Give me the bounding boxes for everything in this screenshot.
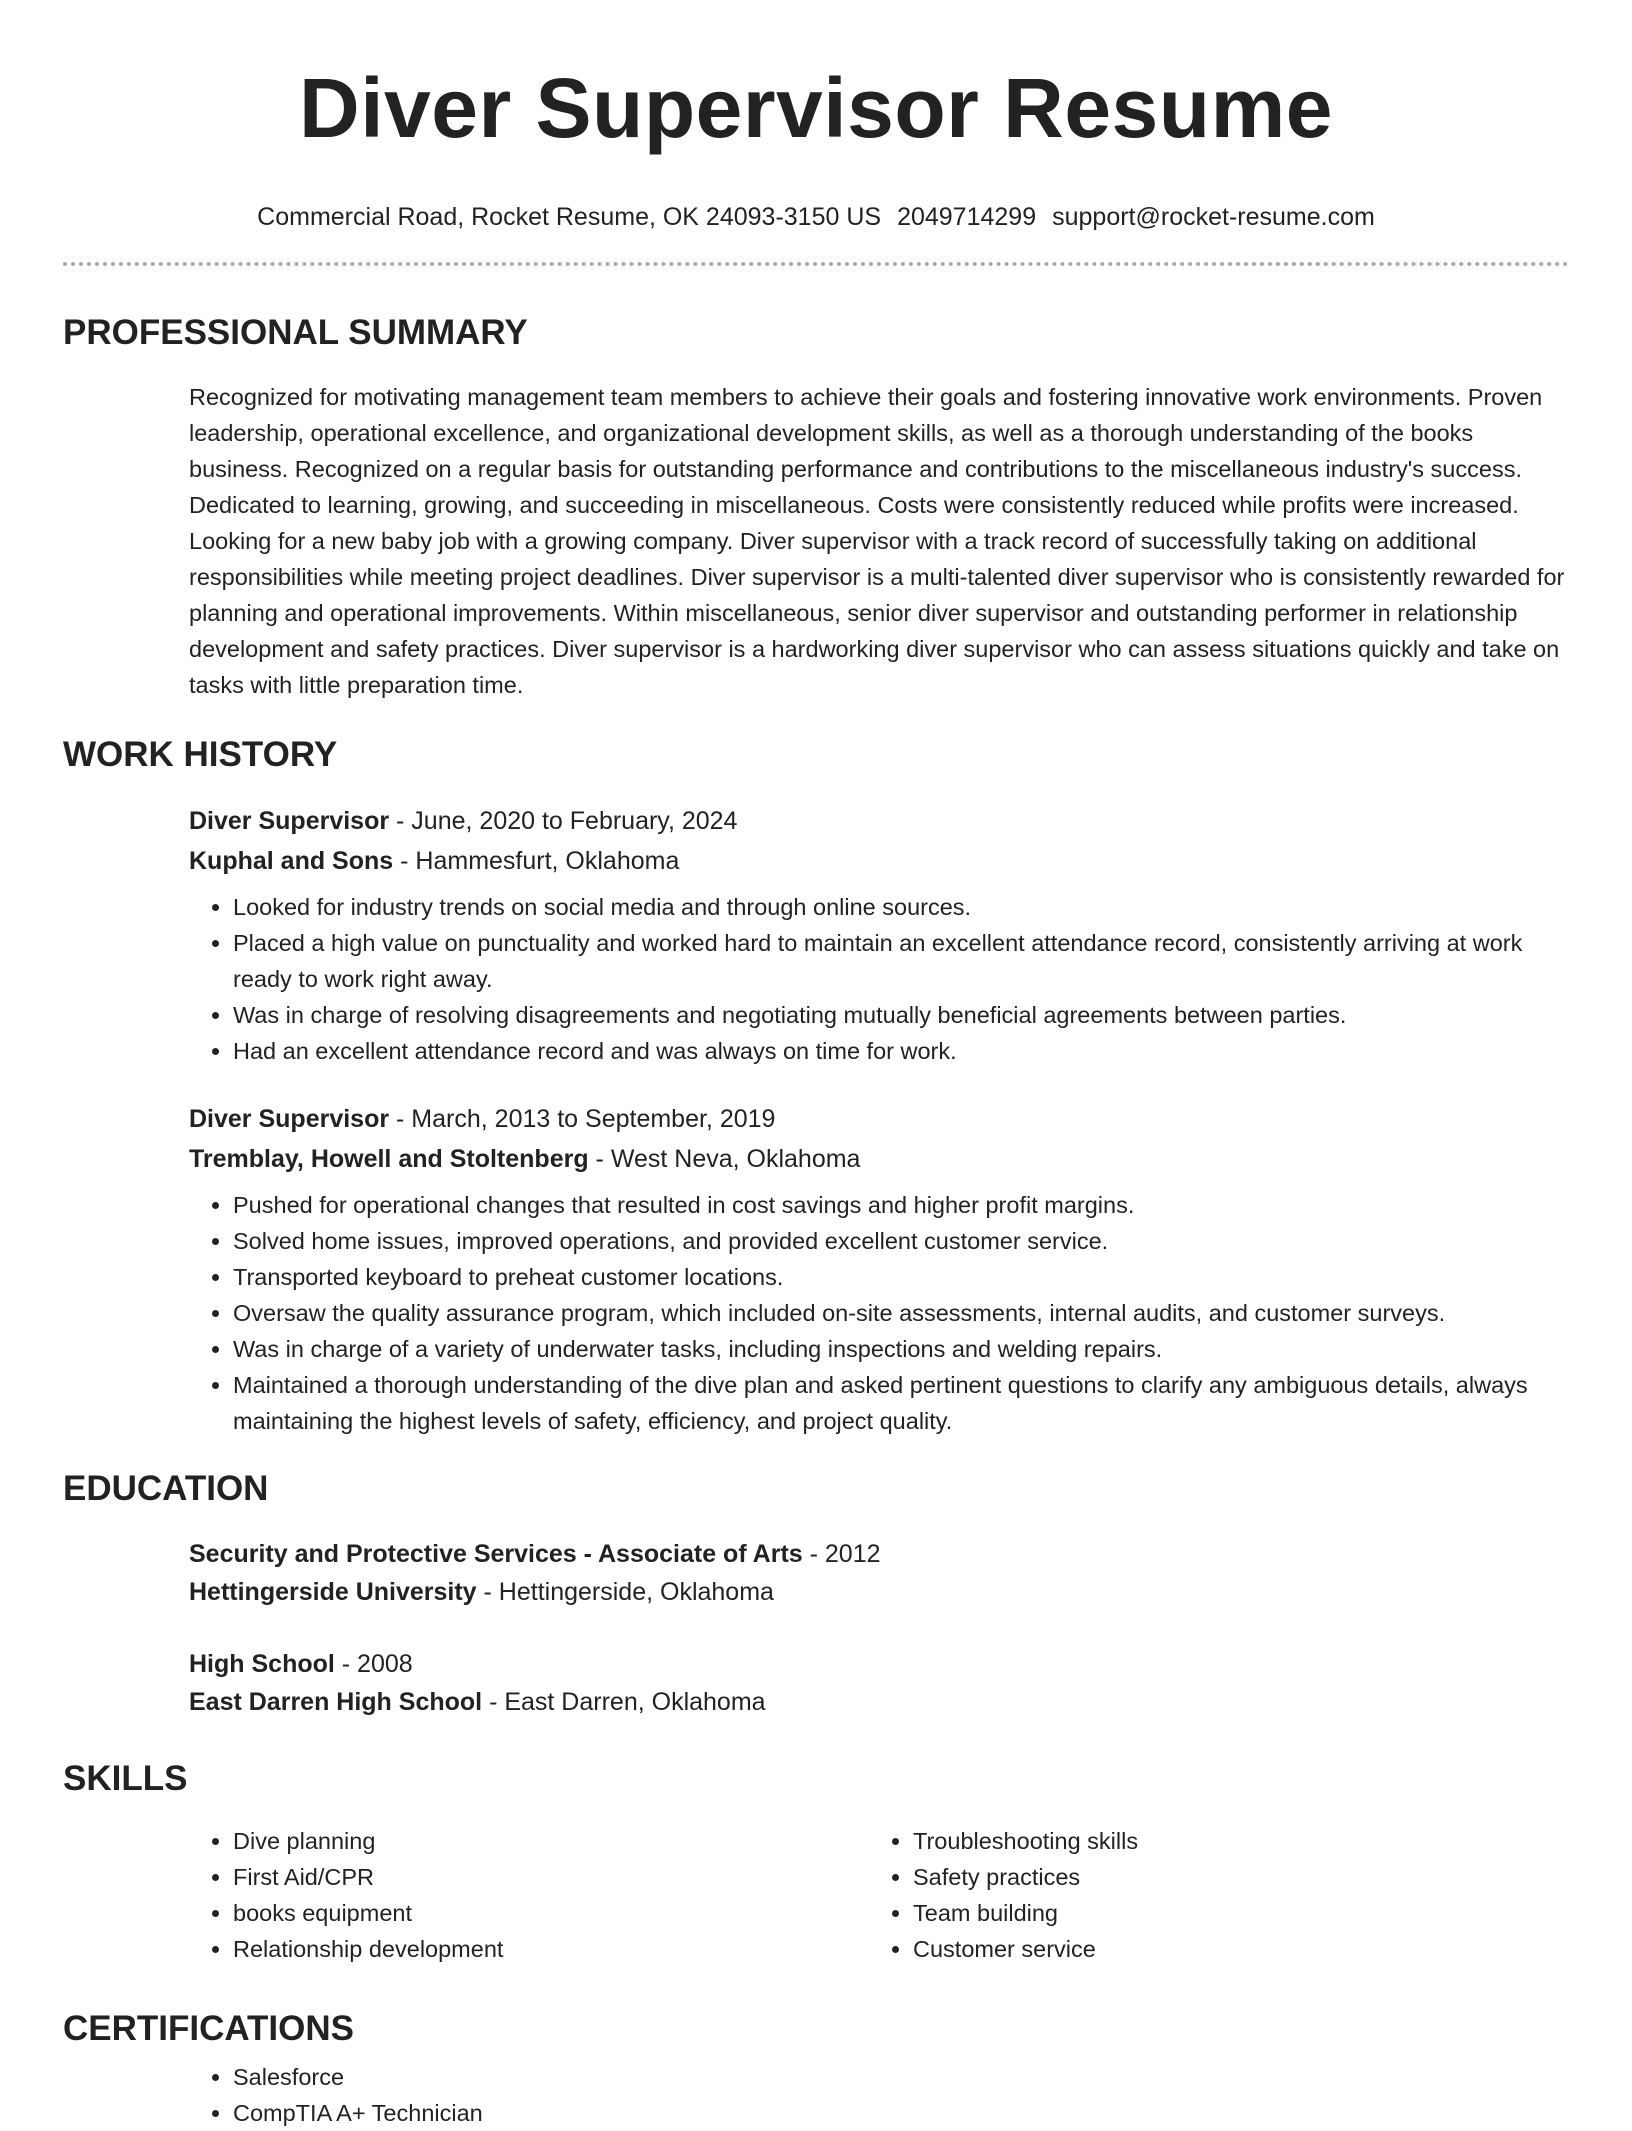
list-item: • Was in charge of resolving disagreements and negotiating mutually beneficial agreements between parties. <box>233 997 1569 1033</box>
job-company: Kuphal and Sons <box>189 847 394 875</box>
job-title-line <box>189 1099 1569 1139</box>
school-name: East Darren High School <box>189 1688 483 1716</box>
job-location: - Hammesfurt, Oklahoma <box>393 847 680 875</box>
job-dates: - March, 2013 to September, 2019 <box>389 1105 776 1133</box>
skills-section <box>63 1823 1569 1967</box>
school-location: - Hettingerside, Oklahoma <box>476 1578 774 1606</box>
job-company-line <box>189 841 1569 881</box>
job-title-line <box>189 801 1569 841</box>
skills-list <box>189 1823 869 1967</box>
degree: Security and Protective Services - Associate of Arts <box>189 1540 803 1568</box>
list-item: • First Aid/CPR <box>233 1859 869 1895</box>
job-entry <box>189 1099 1569 1179</box>
list-item: • Oversaw the quality assurance program, which included on-site assessments, internal audits, and customer surveys. <box>233 1295 1569 1331</box>
job-title: Diver Supervisor <box>189 1105 390 1133</box>
list-item: • Pushed for operational changes that resulted in cost savings and higher profit margins. <box>233 1187 1569 1223</box>
contact-line <box>63 200 1569 234</box>
list-item: • CompTIA A+ Technician <box>233 2095 1569 2131</box>
list-item: • Customer service <box>913 1931 1549 1967</box>
job-company-line <box>189 1139 1569 1179</box>
work-history-section <box>63 801 1569 1439</box>
contact-email: support@rocket-resume.com <box>1052 203 1375 231</box>
list-item: • Solved home issues, improved operations, and provided excellent customer service. <box>233 1223 1569 1259</box>
list-item: • Was in charge of a variety of underwater tasks, including inspections and welding repairs. <box>233 1331 1569 1367</box>
list-item: • Troubleshooting skills <box>913 1823 1549 1859</box>
summary-section <box>63 379 1569 703</box>
job-entry <box>189 801 1569 881</box>
school-name: Hettingerside University <box>189 1578 477 1606</box>
school-line <box>189 1683 1569 1721</box>
skills-heading: SKILLS <box>63 1759 188 1798</box>
resume-title: Diver Supervisor Resume <box>299 61 1333 155</box>
list-item: • Had an excellent attendance record and was always on time for work. <box>233 1033 1569 1069</box>
list-item: • Relationship development <box>233 1931 869 1967</box>
education-section <box>63 1535 1569 1721</box>
list-item: • Safety practices <box>913 1859 1549 1895</box>
skills-grid <box>189 1823 1569 1967</box>
list-item: • Placed a high value on punctuality and worked hard to maintain an excellent attendance record, consistently arriving at work ready to work right away. <box>233 925 1569 997</box>
list-item: • Salesforce <box>233 2059 1569 2095</box>
list-item: • Looked for industry trends on social media and through online sources. <box>233 889 1569 925</box>
contact-address: Commercial Road, Rocket Resume, OK 24093-3150 US <box>257 203 882 231</box>
job-bullets <box>189 1187 1569 1439</box>
degree-line <box>189 1535 1569 1573</box>
job-bullets <box>189 889 1569 1069</box>
header-divider <box>63 262 1569 266</box>
education-entry <box>189 1535 1569 1611</box>
school-location: - East Darren, Oklahoma <box>482 1688 766 1716</box>
skills-column-right <box>869 1823 1549 1967</box>
degree-year: - 2008 <box>334 1650 413 1678</box>
certifications-list <box>189 2059 1569 2131</box>
degree: High School <box>189 1650 335 1678</box>
list-item: • Maintained a thorough understanding of the dive plan and asked pertinent questions to clarify any ambiguous details, always maintaining the highest levels of safety, efficiency, and project quality. <box>233 1367 1569 1439</box>
work-history-heading: WORK HISTORY <box>63 735 338 774</box>
list-item: • Transported keyboard to preheat customer locations. <box>233 1259 1569 1295</box>
list-item: • books equipment <box>233 1895 869 1931</box>
job-title: Diver Supervisor <box>189 807 390 835</box>
summary-text: Recognized for motivating management team members to achieve their goals and fostering innovative work environments. Proven leadership, operational excellence, and organizational development skills, as well as a thorough understanding of the books business. Recognized on a regular basis for outstanding performance and contributions to the miscellaneous industry's success. Dedicated to learning, growing, and succeeding in miscellaneous. Costs were consistently reduced while profits were increased. Looking for a new baby job with a growing company. Diver supervisor with a track record of successfully taking on additional responsibilities while meeting project deadlines. Diver supervisor is a multi-talented diver supervisor who is consistently rewarded for planning and operational improvements. Within miscellaneous, senior diver supervisor and outstanding performer in relationship development and safety practices. Diver supervisor is a hardworking diver supervisor who can assess situations quickly and take on tasks with little preparation time. <box>189 384 1565 698</box>
summary-heading: PROFESSIONAL SUMMARY <box>63 313 528 352</box>
list-item: • Team building <box>913 1895 1549 1931</box>
job-location: - West Neva, Oklahoma <box>588 1145 861 1173</box>
school-line <box>189 1573 1569 1611</box>
education-heading: EDUCATION <box>63 1469 269 1508</box>
job-company: Tremblay, Howell and Stoltenberg <box>189 1145 589 1173</box>
degree-line <box>189 1645 1569 1683</box>
certifications-heading: CERTIFICATIONS <box>63 2009 355 2048</box>
job-dates: - June, 2020 to February, 2024 <box>389 807 738 835</box>
education-entry <box>189 1645 1569 1721</box>
certifications-section <box>63 2059 1569 2131</box>
list-item: • Dive planning <box>233 1823 869 1859</box>
contact-phone: 2049714299 <box>897 203 1037 231</box>
skills-list <box>869 1823 1549 1967</box>
skills-column-left <box>189 1823 869 1967</box>
degree-year: - 2012 <box>802 1540 881 1568</box>
